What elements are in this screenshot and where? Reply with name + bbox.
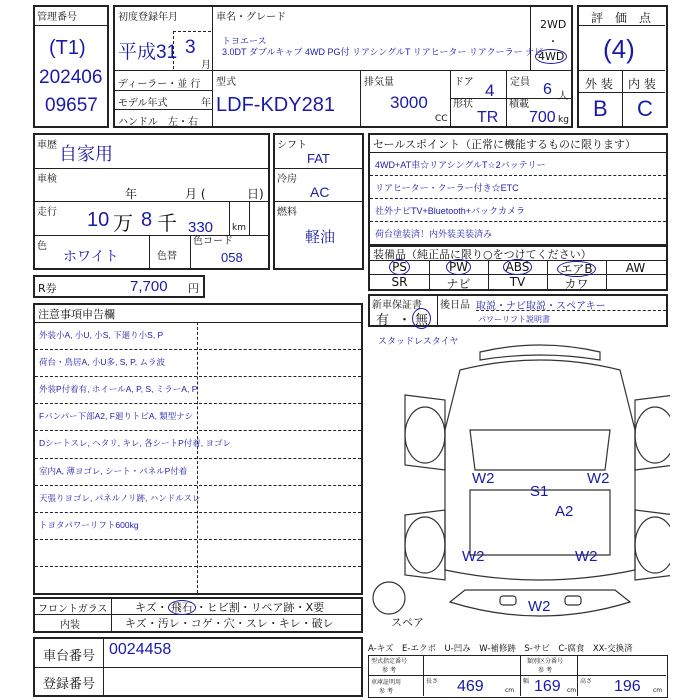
- equip-ps: PS: [389, 259, 410, 275]
- car-name: トヨエース: [222, 36, 267, 46]
- mgmt-code2: 202406: [39, 67, 103, 88]
- dealer-label: ディーラー・並 行: [118, 79, 201, 90]
- front-glass-label: フロントガラス: [38, 604, 108, 615]
- ext-grade: B: [593, 96, 608, 121]
- rticket-box: [33, 275, 205, 298]
- load-value: 700: [529, 109, 556, 126]
- mark-w2-rear: W2: [528, 598, 551, 615]
- front-glass-options: キズ・ 飛石 ・ヒビ割・リペア跡・X要: [135, 601, 325, 614]
- spare-label: スペア: [391, 616, 424, 629]
- shape-value: TR: [477, 109, 499, 126]
- mileage-sen: 8: [141, 209, 153, 231]
- spare-tire: [373, 582, 405, 614]
- chassis-value: 0024458: [109, 641, 172, 658]
- interior-label: 内装: [60, 620, 80, 631]
- score-box: [577, 5, 668, 128]
- warranty-yes: 有: [376, 313, 390, 328]
- reg-month: 3: [185, 37, 196, 58]
- sales-label: セールスポイント（正常に機能するものに限ります）: [373, 138, 637, 151]
- glass-opt-repair: リペア跡: [250, 601, 295, 614]
- sales-box: [368, 133, 668, 247]
- load-label: 積載: [509, 99, 529, 110]
- color-code-label: 色コード: [193, 236, 233, 247]
- reg-label: 初度登録年月: [118, 12, 178, 23]
- interior-options: キズ・汚レ・コゲ・穴・スレ・キレ・破レ: [125, 617, 334, 630]
- glass-opt-scratch: キズ: [135, 601, 157, 614]
- mileage-man-unit: 万: [113, 211, 133, 235]
- load-unit: kg: [558, 115, 569, 125]
- int-grade: C: [637, 96, 653, 121]
- length-label: 長さ: [426, 678, 439, 685]
- fuel-value: 軽油: [305, 229, 336, 246]
- glass-opt-chip: 飛石: [168, 600, 196, 615]
- damage-legend: A-キズ E-エクボ U-凹み W-補修跡 S-サビ C-腐食 XX-交換済: [368, 644, 633, 654]
- glass-opt-replace: X要: [305, 601, 325, 614]
- car-grade: 3.0DT ダブルキャブ 4WD PG付 リアシングルT リアヒーター リアクーラー ナビ: [222, 47, 544, 57]
- ac-value: AC: [310, 184, 330, 200]
- mark-w2-rear-left: W2: [462, 548, 485, 565]
- equip-tv: TV: [509, 275, 526, 289]
- mgmt-code3: 09657: [45, 95, 98, 116]
- handle-label: ハンドル 左・右: [118, 117, 198, 128]
- car-label: 車名・グレード: [216, 12, 286, 23]
- drive-sep: ・: [548, 37, 558, 48]
- capacity-unit: 人: [558, 91, 568, 102]
- sales-item: 社外ナビTV+Bluetooth+バックカメラ: [375, 206, 526, 216]
- type-no-label: 型式指定番号 参 考: [371, 658, 408, 674]
- note-item: 外装P付着有, ホイールA, P, S, ミラーA, P: [39, 384, 198, 395]
- mark-s1: S1: [530, 483, 549, 500]
- drive-4wd: 4WD: [535, 49, 567, 64]
- capacity-label: 定員: [510, 77, 530, 88]
- width-label: 幅: [523, 678, 530, 685]
- inspection-label: 車検: [37, 174, 57, 185]
- note-item: Fバンパー下部A2, F廻りトビA, 類型ナシ: [39, 411, 194, 422]
- equipment-box: [368, 244, 668, 291]
- glass-opt-crack: ヒビ割: [206, 601, 240, 614]
- model-year-label: モデル年式: [118, 98, 168, 109]
- shift-box: [273, 133, 364, 270]
- door-value: 4: [485, 81, 495, 100]
- car-diagram: [365, 340, 670, 630]
- note-item: 荷台・鳥居A, 小U多, S, P, ムラ波: [39, 357, 165, 368]
- length-value: 469: [457, 678, 484, 695]
- note-item: 室内A, 薄ヨゴレ, シート・パネルP付着: [39, 465, 188, 476]
- history-value: 自家用: [59, 144, 113, 164]
- mgmt-label: 管理番号: [37, 12, 77, 23]
- glass-box: [33, 597, 363, 633]
- inspection-year: 年: [125, 187, 138, 201]
- length-unit: cm: [505, 687, 515, 694]
- shift-label: シフト: [277, 140, 307, 151]
- width-value: 169: [534, 678, 561, 695]
- width-unit: cm: [567, 687, 577, 694]
- vehicle-info-box: [113, 5, 573, 128]
- history-label: 車歴: [37, 140, 57, 151]
- later-line1: 取説・ナビ取説・スペアキー: [476, 301, 606, 312]
- door-label: ドア: [454, 77, 474, 88]
- equipment-label: 装備品（純正品に限り○をつけてください）: [373, 248, 592, 261]
- inspection-day: 日): [247, 187, 264, 201]
- displacement-label: 排気量: [364, 77, 394, 88]
- later-line2: パワーリフト説明書: [478, 315, 550, 324]
- fuel-label: 燃料: [277, 207, 297, 218]
- note-item: トヨタパワーリフト600kg: [39, 519, 139, 530]
- note-item: 天張りヨゴレ, パネルノリ跡, ハンドルスレ: [39, 492, 201, 503]
- color-label: 色: [37, 241, 47, 252]
- model-year-unit: 年: [201, 98, 211, 109]
- equip-sr: SR: [391, 275, 408, 289]
- equip-abs: ABS: [503, 259, 533, 275]
- mark-w2-front-left: W2: [472, 470, 495, 487]
- later-label: 後日品: [440, 300, 470, 311]
- displacement-value: 3000: [390, 93, 428, 112]
- reg-number-label: 登録番号: [43, 677, 96, 692]
- notes-box: [33, 303, 363, 595]
- reg-era: 平成31: [118, 42, 178, 63]
- note-item: Dシートスレ, ヘタリ, キレ, 各シートP付着, ヨゴレ: [39, 438, 232, 449]
- mileage-rest: 330: [188, 219, 214, 236]
- equip-leather: カワ: [564, 277, 589, 291]
- mileage-label: 走行: [37, 207, 57, 218]
- warranty-no: 無: [412, 308, 431, 329]
- displacement-unit: CC: [435, 114, 448, 124]
- car-front-bumper: [480, 345, 600, 360]
- sales-item: リアヒーター・クーラー付き☆ETC: [375, 183, 519, 193]
- warranty-sep: ・: [398, 313, 412, 328]
- shift-value: FAT: [307, 151, 330, 166]
- history-box: [33, 133, 270, 270]
- rticket-unit: 円: [188, 282, 199, 295]
- equip-aw: AW: [625, 261, 646, 275]
- sales-item: 荷台塗装済！内外装美装済み: [375, 229, 493, 239]
- shape-label: 形状: [453, 99, 473, 110]
- reg-month-unit: 月: [201, 60, 211, 71]
- mark-w2-front-right: W2: [587, 470, 610, 487]
- inspection-month: 月 (: [185, 187, 206, 201]
- notes-label: 注意事項申告欄: [38, 308, 115, 321]
- color-change-label: 色替: [157, 251, 177, 262]
- mileage-unit: km: [232, 223, 246, 233]
- warranty-box: [368, 294, 668, 327]
- ext-label: 外 装: [585, 77, 613, 91]
- rticket-label: R券: [38, 282, 57, 295]
- ac-label: 冷房: [277, 174, 297, 185]
- mark-a2: A2: [555, 503, 574, 520]
- spec-box: [368, 655, 668, 698]
- score-label: 評 価 点: [591, 11, 652, 25]
- height-unit: cm: [653, 687, 663, 694]
- mileage-sen-unit: 千: [157, 211, 177, 235]
- mgmt-code1: (T1): [49, 37, 86, 59]
- chassis-label: 車台番号: [43, 649, 96, 664]
- warranty-label: 新車保証書: [372, 300, 422, 311]
- note-item: 外装小A, 小U, 小S, 下廻り小S, P: [39, 330, 164, 340]
- cert-label: 車庫証明用 参 考: [371, 679, 402, 695]
- equip-navi: ナビ: [446, 277, 471, 291]
- height-label: 高さ: [580, 678, 593, 685]
- rticket-value: 7,700: [130, 278, 168, 295]
- equip-pw: PW: [446, 259, 471, 275]
- color-value: ホワイト: [63, 248, 119, 264]
- model-value: LDF-KDY281: [216, 94, 335, 116]
- color-code: 058: [221, 250, 243, 265]
- height-value: 196: [614, 678, 641, 695]
- capacity-value: 6: [543, 81, 552, 98]
- mgmt-box: [33, 5, 109, 128]
- class-no-label: 類別区分番号 参 考: [527, 658, 564, 674]
- equip-airbag: エアB: [557, 261, 595, 277]
- mileage-man: 10: [87, 209, 110, 231]
- int-label: 内 装: [628, 77, 656, 91]
- score-value: (4): [603, 34, 635, 64]
- model-label: 型式: [216, 77, 236, 88]
- tire-note: スタッドレスタイヤ: [378, 336, 459, 346]
- mark-w2-rear-right: W2: [575, 548, 598, 565]
- drive-2wd: 2WD: [540, 18, 567, 31]
- chassis-box: [33, 637, 363, 697]
- sales-item: 4WD+AT車☆リアシングルT☆2バッテリー: [375, 160, 546, 170]
